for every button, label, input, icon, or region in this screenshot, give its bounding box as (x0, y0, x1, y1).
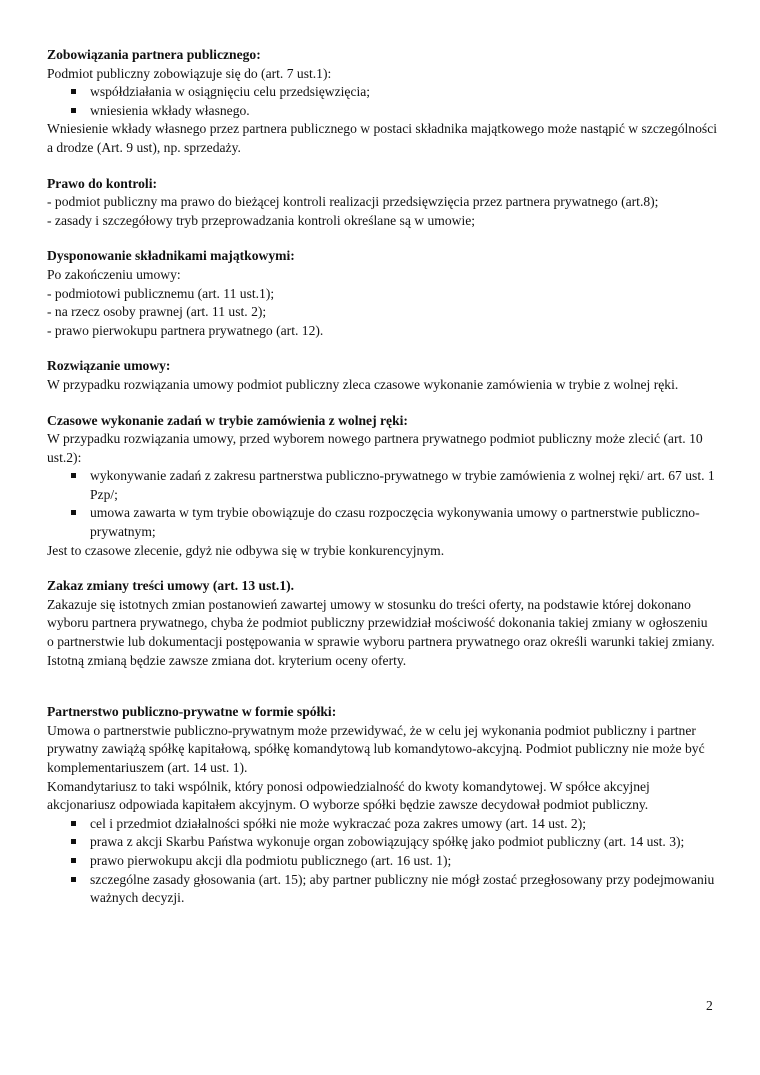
section-line: Po zakończeniu umowy: (47, 266, 181, 282)
section-line: - prawo pierwokupu partnera prywatnego (art. 12). (47, 322, 324, 338)
section-heading: Zakaz zmiany treści umowy (art. 13 ust.1). (47, 578, 295, 594)
section-paragraph: Istotną zmianą będzie zawsze zmiana dot. kryterium oceny oferty. (47, 652, 407, 668)
section-line: - podmiotowi publicznemu (art. 11 ust.1); (47, 285, 275, 301)
document-body (47, 46, 717, 925)
section-line: - na rzecz osoby prawnej (art. 11 ust. 2); (47, 304, 267, 320)
section-intro: W przypadku rozwiązania umowy, przed wyborem nowego partnera prywatnego podmiot publiczny może zlecić (art. 10 ust.2): (47, 431, 703, 465)
bullet-item: prawa z akcji Skarbu Państwa wykonuje organ zobowiązujący spółkę jako podmiot publiczny (art. 14 ust. 3); (47, 833, 717, 852)
section-line: - zasady i szczegółowy tryb przeprowadzania kontroli określane są w umowie; (47, 212, 476, 228)
page-number: 2 (706, 998, 713, 1013)
bullet-item: wykonywanie zadań z zakresu partnerstwa publiczno-prywatnego w trybie zamówienia z wolnej ręki/ art. 67 ust. 1 Pzp/; (47, 467, 717, 504)
bullet-list (47, 83, 717, 120)
section-ppp-company (47, 703, 717, 908)
section-temporary-execution (47, 412, 717, 561)
bullet-list (47, 815, 717, 908)
section-paragraph: Zakazuje się istotnych zmian postanowień zawartej umowy w stosunku do treści oferty, na podstawie której dokonano wyboru partnera prywatnego, chyba że podmiot publiczny przewidział mościwość dokonania takiej zmiany w ogłoszeniu o partnerstwie lub dokumentacji postępowania w sprawie wyboru partnera prywatnego oraz określi warunki takiej zmiany. (47, 596, 715, 650)
section-change-prohibition (47, 577, 717, 670)
bullet-item: umowa zawarta w tym trybie obowiązuje do czasu rozpoczęcia wykonywania umowy o partnerstwie publiczno-prywatnym; (47, 504, 717, 541)
section-paragraph: Wniesienie wkłady własnego przez partnera publicznego w postaci składnika majątkowego może nastąpić w szczególności a drodze (Art. 9 ust), np. sprzedaży. (47, 121, 718, 155)
section-line: W przypadku rozwiązania umowy podmiot publiczny zleca czasowe wykonanie zamówienia w trybie z wolnej ręki. (47, 376, 679, 392)
bullet-item: wniesienia wkłady własnego. (47, 102, 717, 121)
section-paragraph: Umowa o partnerstwie publiczno-prywatnym może przewidywać, że w celu jej wykonania podmiot publiczny i partner prywatny zawiążą spółkę kapitałową, spółkę komandytową lub komandytowo-akcyjną. Podmiot publiczny nie może być komplementariuszem (art. 14 ust. 1). (47, 722, 705, 775)
section-heading: Prawo do kontroli: (47, 175, 158, 191)
section-heading: Czasowe wykonanie zadań w trybie zamówienia z wolnej ręki: (47, 412, 408, 428)
bullet-list (47, 467, 717, 541)
section-control-right (47, 175, 717, 231)
section-asset-disposal (47, 247, 717, 340)
section-contract-termination (47, 357, 717, 394)
section-heading: Zobowiązania partnera publicznego: (47, 47, 261, 62)
bullet-item: cel i przedmiot działalności spółki nie może wykraczać poza zakres umowy (art. 14 ust. 2); (47, 815, 717, 834)
section-line: - podmiot publiczny ma prawo do bieżącej kontroli realizacji przedsięwzięcia przez partnera prywatnego (art.8); (47, 194, 659, 210)
section-paragraph: Jest to czasowe zlecenie, gdyż nie odbywa się w trybie konkurencyjnym. (47, 542, 445, 558)
section-heading: Rozwiązanie umowy: (47, 358, 171, 374)
section-intro: Podmiot publiczny zobowiązuje się do (art. 7 ust.1): (47, 65, 332, 81)
section-partner-obligations (47, 46, 717, 158)
section-heading: Partnerstwo publiczno-prywatne w formie spółki: (47, 704, 337, 720)
bullet-item: współdziałania w osiągnięciu celu przedsięwzięcia; (47, 83, 717, 102)
section-heading: Dysponowanie składnikami majątkowymi: (47, 248, 295, 264)
bullet-item: szczególne zasady głosowania (art. 15); aby partner publiczny nie mógł zostać przegłosowany przy podejmowaniu ważnych decyzji. (47, 871, 717, 908)
bullet-item: prawo pierwokupu akcji dla podmiotu publicznego (art. 16 ust. 1); (47, 852, 717, 871)
section-paragraph: Komandytariusz to taki wspólnik, który ponosi odpowiedzialność do kwoty komandytowej. W spółce akcyjnej akcjonariusz odpowiada kapitałem akcyjnym. O wyborze spółki będzie zawsze decydował podmiot publiczny. (47, 778, 650, 813)
